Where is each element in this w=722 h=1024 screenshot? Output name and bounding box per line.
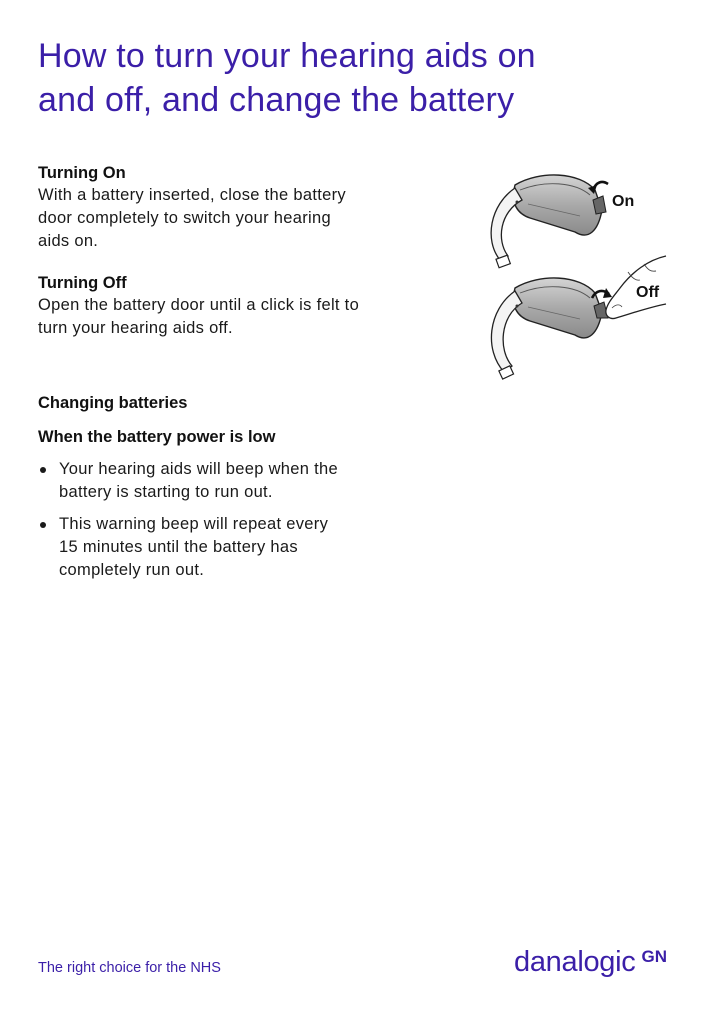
text-line: turn your hearing aids off. <box>38 319 233 337</box>
bullet-icon <box>40 467 46 473</box>
text-line: 15 minutes until the battery has <box>59 538 298 556</box>
hearing-aid-on-icon <box>491 175 608 268</box>
text-line: With a battery inserted, close the battery <box>38 186 346 204</box>
turning-off-text <box>38 294 418 340</box>
turning-off-section <box>38 272 418 340</box>
text-line: Your hearing aids will beep when the <box>59 460 338 478</box>
hearing-aid-illustration <box>470 160 670 390</box>
danalogic-logo <box>514 946 667 986</box>
list-item <box>38 458 418 504</box>
off-label: Off <box>636 284 660 301</box>
text-line: battery is starting to run out. <box>59 483 273 501</box>
text-line: door completely to switch your hearing <box>38 209 331 227</box>
battery-low-list <box>38 458 418 582</box>
hearing-aid-on-off-diagram <box>470 160 670 390</box>
changing-batteries-section <box>38 392 418 591</box>
list-item <box>38 513 418 582</box>
logo-wordmark: danalogic <box>514 946 636 978</box>
text-line: This warning beep will repeat every <box>59 515 329 533</box>
list-item-text <box>59 513 418 582</box>
turning-on-text <box>38 184 418 253</box>
turning-off-heading: Turning Off <box>38 274 127 292</box>
turning-on-heading: Turning On <box>38 164 126 182</box>
page-title-line-1: How to turn your hearing aids on <box>38 37 536 75</box>
text-line: aids on. <box>38 232 99 250</box>
page-title <box>38 34 638 122</box>
changing-batteries-heading: Changing batteries <box>38 394 188 412</box>
on-label: On <box>612 193 635 210</box>
text-line: completely run out. <box>59 561 205 579</box>
battery-low-subheading: When the battery power is low <box>38 428 276 446</box>
hearing-aid-off-icon <box>491 256 666 379</box>
logo-gn-mark: GN <box>641 947 667 966</box>
page-title-line-2: and off, and change the battery <box>38 81 515 119</box>
turning-on-section <box>38 162 418 253</box>
text-line: Open the battery door until a click is felt to <box>38 296 360 314</box>
footer-tagline: The right choice for the NHS <box>38 960 221 976</box>
list-item-text <box>59 458 418 504</box>
bullet-icon <box>40 522 46 528</box>
